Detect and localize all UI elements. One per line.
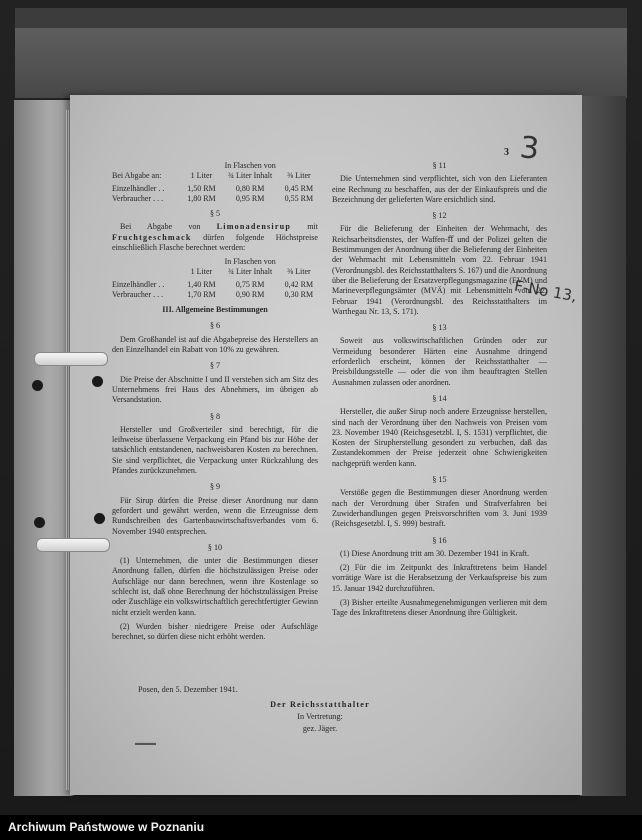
section-text: Hersteller, die außer Sirup noch andere Erzeugnisse herstellen, sind nach der Verordnung über den Nachweis von Preisen vom 23. November 1940 (Reichsgesetzbl. I, S. 1531) verpflichtet, die Kosten der Sirupherstellung gesondert zu verbuchen, daß das Zustandekommen der Preise jederzeit ohne Schwierigkeiten nachgeprüft werden kann. (332, 407, 547, 468)
table-label: Bei Abgabe an: (112, 170, 162, 180)
handwritten-note: F-No 13, (512, 276, 579, 306)
cell: 0,75 RM (235, 280, 265, 290)
section-text: Die Preise der Abschnitte I und II verstehen sich am Sitz des Unternehmens frei Haus des Abnehmers, im übrigen ab Versandstation. (112, 374, 318, 405)
archive-footer: Archiwum Państwowe w Poznaniu (0, 815, 642, 840)
place-date: Posen, den 5. Dezember 1941. (138, 685, 238, 694)
cell: 0,95 RM (235, 193, 265, 203)
page-edge-right (580, 96, 626, 796)
signature-line: In Vertretung: (297, 712, 343, 721)
cell: 0,90 RM (235, 289, 265, 299)
section-heading: § 10 (207, 542, 223, 552)
folder-cover (14, 100, 74, 796)
section-heading: § 13 (432, 323, 447, 333)
section-heading: § 12 (432, 211, 447, 221)
cell: 0,55 RM (284, 193, 314, 203)
price-table-1 (112, 161, 318, 203)
right-column (332, 161, 547, 623)
section-text: (2) Für die im Zeitpunkt des Inkrafttretens beim Handel vorrätige Ware ist die Herabsetzung der Verkaufspreise bis zum 15. Januar 1942 durchzuführen. (332, 563, 547, 593)
section-heading: § 11 (432, 161, 447, 170)
section-text: Für die Belieferung der Einheiten der Wehrmacht, des Reichsarbeitsdienstes, der Waffen-ﬀ und der Polizei gelten die Bestimmungen der Anordnung über die Belieferung der Einheiten der Wehrmacht mit Lebensmitteln vom 22. Februar 1941 (Verordnungsbl. des Reichsstatthalters S. 167) und die Anordnung über die Belieferung der Ersatzverpflegungsmagazine (EVM) und Marineverpflegungsämter (MVÄ) mit Lebensmitteln vom 22. Februar 1941 (Verordnungsbl. des Reichsstatthalters im Warthegau Nr. 13, S. 171). (332, 224, 547, 316)
section-text: Soweit aus volkswirtschaftlichen Gründen oder zur Vermeidung besonderer Härten eine Ausnahme dringend erforderlich erscheint, können der Reichsstatthalter — Preisbildungsstelle — oder die von ihm beauftragten Stellen Ausnahmen zulassen oder anordnen. (332, 336, 547, 387)
page-number: 3 (504, 147, 509, 158)
cell: 1,40 RM (187, 280, 216, 290)
text-run: Bei Abgabe von (120, 222, 201, 232)
section-heading: § 7 (209, 361, 221, 371)
section-heading: § 5 (209, 209, 221, 218)
price-table-2 (112, 257, 318, 299)
section-text: Für Sirup dürfen die Preise dieser Anordnung nur dann gefordert und gewährt werden, wenn die Erzeugnisse dem Rundschreiben des Gartenbauwirtschaftsverbandes vom 6. November 1940 entsprechen. (112, 495, 318, 536)
cell: 1,50 RM (187, 184, 216, 193)
text-run: dürfen folgende Höchstpreise einschließlich Flasche berechnet werden: (112, 232, 318, 252)
cell: 0,42 RM (284, 280, 314, 290)
signature-name: gez. Jäger. (302, 724, 338, 733)
section-text (112, 222, 318, 253)
section-text: Die Unternehmen sind verpflichtet, sich von den Lieferanten eine Rechnung zu beschaffen, aus der der Einkaufspreis und die Bezeichnung der gelieferten Ware ersichtlich sind. (332, 174, 547, 204)
handwritten-page-number: 3 (518, 130, 541, 167)
section-heading: § 16 (432, 535, 447, 545)
scanner-band (15, 8, 627, 28)
table-header: ⅜ Liter (287, 170, 311, 180)
signature-title: Der Reichsstatthalter (270, 700, 370, 709)
cell: 1,80 RM (187, 193, 216, 203)
section-text: Dem Großhandel ist auf die Abgabepreise des Herstellers an den Einzelhandel ein Rabatt von 10% zu gewähren. (112, 334, 318, 355)
table-header: 1 Liter (190, 266, 213, 276)
stamp-mark: ▬▬▬ (135, 739, 156, 747)
table-row (112, 194, 318, 204)
emphasis-text: Fruchtgeschmack (112, 232, 192, 242)
table-header: ¾ Liter Inhalt (228, 266, 273, 276)
table-row (112, 280, 318, 290)
section-text: Verstöße gegen die Bestimmungen dieser Anordnung werden nach der Verordnung über Strafen und Strafverfahren bei Zuwiderhandlungen gegen Preisvorschriften vom 3. Juni 1939 (Reichsgesetzbl. I, S. 999) bestraft. (332, 488, 547, 529)
punch-hole-icon (34, 517, 45, 528)
cell: 0,80 RM (235, 184, 265, 193)
emphasis-text: Limonadensirup (216, 222, 292, 232)
table-header: ⅜ Liter (287, 266, 311, 276)
punch-hole-icon (32, 380, 43, 391)
cell: 1,70 RM (187, 289, 216, 299)
punch-hole-icon (92, 376, 103, 387)
section-text: (1) Diese Anordnung tritt am 30. Dezember 1941 in Kraft. (340, 548, 530, 558)
left-column (112, 161, 318, 647)
section-text: (2) Wurden bisher niedrigere Preise oder Aufschläge berechnet, so dürfen diese nicht erhöht werden. (112, 621, 318, 642)
section-heading: § 15 (432, 475, 447, 485)
signature-block (260, 699, 380, 735)
table-caption: In Flaschen von (224, 257, 276, 267)
cell: 0,45 RM (284, 184, 314, 193)
section-heading: § 6 (209, 321, 221, 331)
row-label: Einzelhändler . . (112, 184, 165, 193)
binder-clip-icon (36, 538, 110, 552)
table-caption: In Flaschen von (224, 161, 276, 170)
section-text: Hersteller und Großverteiler sind berechtigt, für die leihweise überlassene Verpackung ein Pfand bis zur Höhe der tatsächlich entstandenen, nachweisbaren Kosten zu berechnen. Sie sind verpflichtet, die Verpackung unter Rückzahlung des Pfandes zurückzunehmen. (112, 424, 318, 476)
section-heading: § 9 (209, 482, 221, 492)
section-text: (1) Unternehmen, die unter die Bestimmungen dieser Anordnung fallen, dürfen die höchstzulässigen Preise oder Aufschläge nur dann berechnen, wenn ihre Kostenlage so schlecht ist, daß ohne Berechnung der höchstzulässigen Preise oder Zuschläge ein volkswirtschaftlich gerechtfertigter Gewinn nicht erzielt werden kann. (112, 556, 318, 617)
text-run: mit (307, 222, 319, 232)
binder-clip-icon (34, 352, 108, 366)
row-label: Verbraucher . . . (112, 289, 164, 299)
table-row (112, 184, 318, 194)
section-heading: § 8 (209, 411, 221, 421)
cell: 0,30 RM (284, 289, 314, 299)
section-text: (3) Bisher erteilte Ausnahmegenehmigungen verlieren mit dem Tage des Inkrafttretens dieser Anordnung ihre Gültigkeit. (332, 597, 547, 618)
row-label: Verbraucher . . . (112, 193, 164, 203)
table-header: 1 Liter (190, 170, 213, 180)
backing-board (15, 28, 627, 98)
row-label: Einzelhändler . . (112, 280, 165, 290)
section-heading: § 14 (432, 393, 447, 403)
part-heading: III. Allgemeine Bestimmungen (162, 305, 268, 315)
table-row (112, 290, 318, 300)
document-page (70, 95, 582, 795)
table-header: ¾ Liter Inhalt (228, 170, 273, 180)
punch-hole-icon (94, 513, 105, 524)
